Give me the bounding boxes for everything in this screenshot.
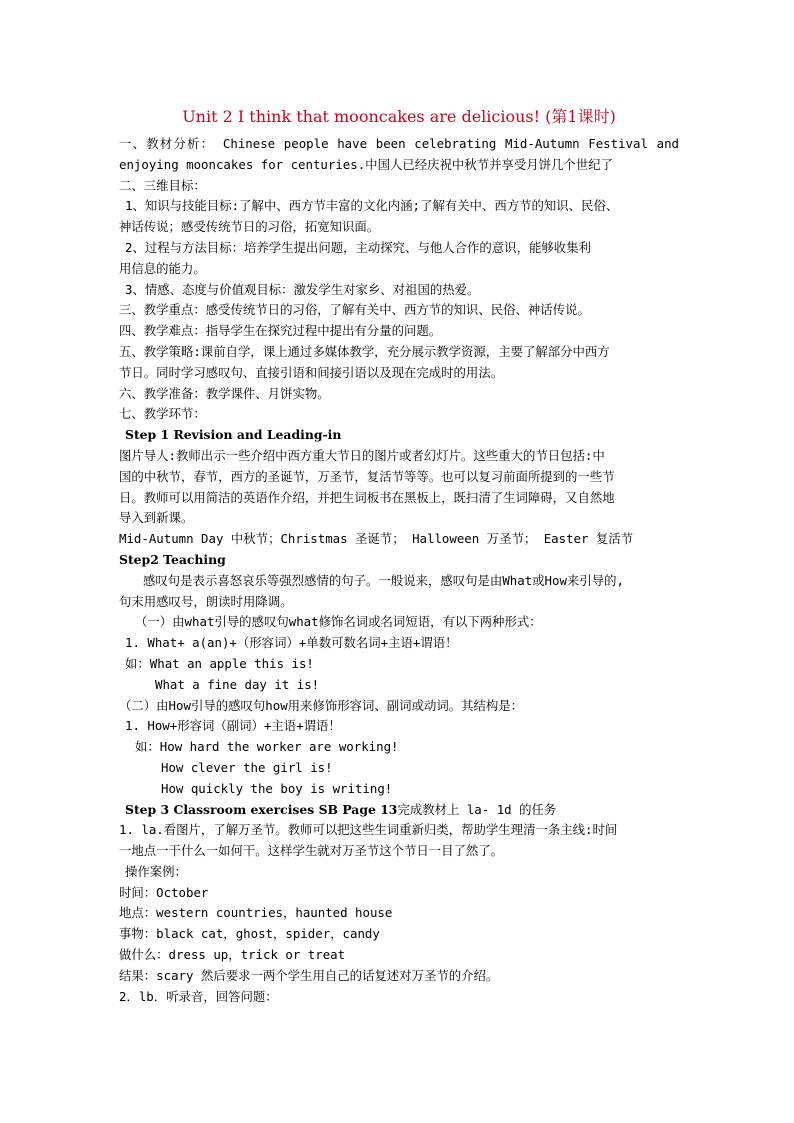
- section-heading: 七、教学环节：: [119, 406, 206, 422]
- text-line: 图片导人:教师出示一些介绍中西方重大节日的图片或者幻灯片。这些重大的节日包括:中: [119, 447, 605, 463]
- section-heading: 六、教学准备：教学课件、月饼实物。: [119, 385, 330, 401]
- section-heading: 二、三维目标：: [119, 177, 206, 193]
- text-line: 一地点一干什么一如何干。这样学生就对万圣节这个节日一目了然了。: [119, 843, 504, 859]
- section-heading: 三、教学重点：感受传统节日的习俗，了解有关中、西方节的知识、民俗、神话传说。: [119, 302, 590, 318]
- step-heading-line: [119, 800, 679, 821]
- text-line: 时间：October: [119, 884, 209, 900]
- step-heading: Step 1 Revision and Leading-in: [125, 427, 342, 443]
- text-line: 2．lb．听录音，回答问题：: [119, 988, 278, 1004]
- example-line: What a fine day it is!: [155, 676, 320, 692]
- text-line: 感叹句是表示喜怒哀乐等强烈感情的句子。一般说来，感叹句是由What或How来引导的,: [143, 572, 624, 588]
- text-line: 操作案例：: [125, 863, 187, 879]
- step-heading: Step 3 Classroom exercises SB Page 13: [125, 801, 398, 817]
- text-line: 神话传说；感受传统节日的习俗，拓宽知识面。: [119, 219, 380, 235]
- text-line: （二）由How引导的感叹句how用来修饰形容词、副词或动词。其结构是：: [119, 697, 524, 713]
- text-line: 句末用感叹号，朗读时用降调。: [119, 593, 293, 609]
- example-line: How clever the girl is!: [161, 759, 333, 775]
- example-line: 如：How hard the worker are working!: [135, 739, 399, 755]
- text-line: 做什么：dress up，trick or treat: [119, 947, 346, 963]
- text-line: 导入到新课。: [119, 510, 194, 526]
- section-heading: 五、教学策略:课前自学，课上通过多媒体教学，充分展示教学资源，主要了解部分中西方: [119, 343, 610, 359]
- text-line: 一、教材分析： Chinese people have been celebrating Mid-Autumn Festival and: [119, 136, 679, 151]
- text-line: 用信息的能力。: [119, 260, 206, 276]
- step-task: 完成教材上 la- 1d 的任务: [397, 801, 557, 817]
- text-line: 国的中秋节，春节，西方的圣诞节，万圣节，复活节等等。也可以复习前面所提到的一些节: [119, 468, 615, 484]
- text-line: 2、过程与方法目标：培养学生提出问题，主动探究、与他人合作的意识，能够收集利: [125, 239, 591, 255]
- text-line: 地点：western countries，haunted house: [119, 905, 393, 921]
- text-line: 日。教师可以用简洁的英语作介绍，并把生词板书在黑板上，既扫清了生词障碍，又自然地: [119, 489, 615, 505]
- example-line: How quickly the boy is writing!: [161, 780, 393, 796]
- text-line: 节日。同时学习感叹句、直接引语和间接引语以及现在完成时的用法。: [119, 364, 504, 380]
- example-line: 如：What an apple this is!: [125, 655, 314, 671]
- document-title: Unit 2 I think that mooncakes are delicious! (第1课时): [182, 107, 616, 126]
- step-heading: Step2 Teaching: [119, 551, 226, 567]
- text-line: 事物：black cat，ghost，spider，candy: [119, 926, 380, 942]
- text-line: 1. What+ a(an)+（形容词）+单数可数名词+主语+谓语！: [125, 635, 458, 651]
- text-line: 1. la.看图片，了解万圣节。教师可以把这些生词重新归类，帮助学生理清一条主线:时间: [119, 822, 618, 838]
- section-heading: 四、教学难点：指导学生在探究过程中提出有分量的问题。: [119, 323, 442, 339]
- text-line: 1、知识与技能目标:了解中、西方节丰富的文化内涵;了解有关中、西方节的知识、民俗、: [125, 198, 619, 214]
- text-line: 结果：scary 然后要求一两个学生用自己的话复述对万圣节的介绍。: [119, 967, 499, 983]
- document-page: [119, 106, 679, 1007]
- text-line: 3、情感、态度与价值观目标：激发学生对家乡、对祖国的热爱。: [125, 281, 480, 297]
- text-line: enjoying mooncakes for centuries.中国人已经庆祝中秋节并享受月饼几个世纪了: [119, 156, 613, 172]
- text-line: （一）由what引导的感叹句what修饰名词或名词短语，有以下两种形式：: [135, 614, 542, 630]
- text-line: Mid-Autumn Day 中秋节；Christmas 圣诞节； Halloween 万圣节； Easter 复活节: [119, 531, 634, 547]
- text-line: 1. How+形容词（副词）+主语+谓语！: [125, 718, 341, 734]
